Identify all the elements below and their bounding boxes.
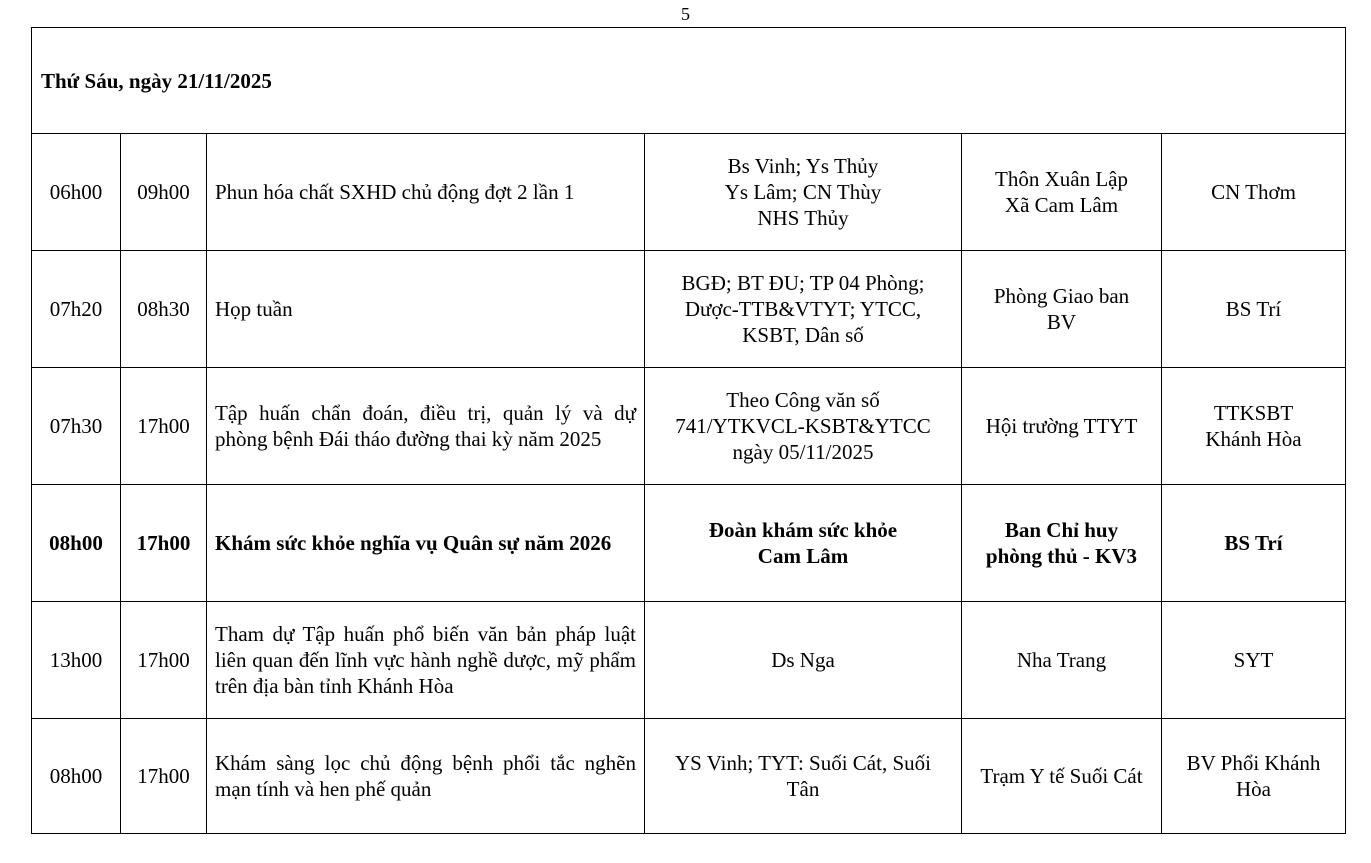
table-row (32, 368, 1346, 485)
end-time-cell: 17h00 (121, 602, 207, 719)
date-row (32, 28, 1346, 134)
participants-cell: Bs Vinh; Ys Thủy Ys Lâm; CN Thùy NHS Thủy (645, 134, 962, 251)
task-cell: Phun hóa chất SXHD chủ động đợt 2 lần 1 (207, 134, 645, 251)
lead-cell: TTKSBT Khánh Hòa (1162, 368, 1346, 485)
start-time-cell: 06h00 (32, 134, 121, 251)
start-time-cell: 08h00 (32, 485, 121, 602)
end-time-cell: 09h00 (121, 134, 207, 251)
location-cell: Nha Trang (962, 602, 1162, 719)
location-cell: Thôn Xuân Lập Xã Cam Lâm (962, 134, 1162, 251)
task-cell: Tham dự Tập huấn phổ biến văn bản pháp luật liên quan đến lĩnh vực hành nghề dược, mỹ phẩm trên địa bàn tỉnh Khánh Hòa (207, 602, 645, 719)
location-cell: Ban Chỉ huy phòng thủ - KV3 (962, 485, 1162, 602)
date-heading: Thứ Sáu, ngày 21/11/2025 (32, 28, 1346, 134)
table-row (32, 134, 1346, 251)
table-row (32, 719, 1346, 834)
task-cell: Khám sức khỏe nghĩa vụ Quân sự năm 2026 (207, 485, 645, 602)
end-time-cell: 17h00 (121, 368, 207, 485)
start-time-cell: 13h00 (32, 602, 121, 719)
task-cell: Họp tuần (207, 251, 645, 368)
start-time-cell: 07h20 (32, 251, 121, 368)
end-time-cell: 17h00 (121, 719, 207, 834)
table-row (32, 485, 1346, 602)
table-row (32, 602, 1346, 719)
participants-cell: YS Vinh; TYT: Suối Cát, Suối Tân (645, 719, 962, 834)
end-time-cell: 17h00 (121, 485, 207, 602)
schedule-table (31, 27, 1346, 834)
lead-cell: BS Trí (1162, 485, 1346, 602)
lead-cell: CN Thơm (1162, 134, 1346, 251)
task-cell: Khám sàng lọc chủ động bệnh phổi tắc nghẽn mạn tính và hen phế quản (207, 719, 645, 834)
participants-cell: Đoàn khám sức khỏe Cam Lâm (645, 485, 962, 602)
participants-cell: Theo Công văn số 741/YTKVCL-KSBT&YTCC ngày 05/11/2025 (645, 368, 962, 485)
start-time-cell: 08h00 (32, 719, 121, 834)
end-time-cell: 08h30 (121, 251, 207, 368)
lead-cell: BV Phổi Khánh Hòa (1162, 719, 1346, 834)
participants-cell: Ds Nga (645, 602, 962, 719)
page-number: 5 (681, 4, 690, 24)
table-row (32, 251, 1346, 368)
location-cell: Hội trường TTYT (962, 368, 1162, 485)
location-cell: Phòng Giao ban BV (962, 251, 1162, 368)
start-time-cell: 07h30 (32, 368, 121, 485)
location-cell: Trạm Y tế Suối Cát (962, 719, 1162, 834)
lead-cell: SYT (1162, 602, 1346, 719)
participants-cell: BGĐ; BT ĐU; TP 04 Phòng; Dược-TTB&VTYT; YTCC, KSBT, Dân số (645, 251, 962, 368)
task-cell: Tập huấn chẩn đoán, điều trị, quản lý và dự phòng bệnh Đái tháo đường thai kỳ năm 2025 (207, 368, 645, 485)
lead-cell: BS Trí (1162, 251, 1346, 368)
